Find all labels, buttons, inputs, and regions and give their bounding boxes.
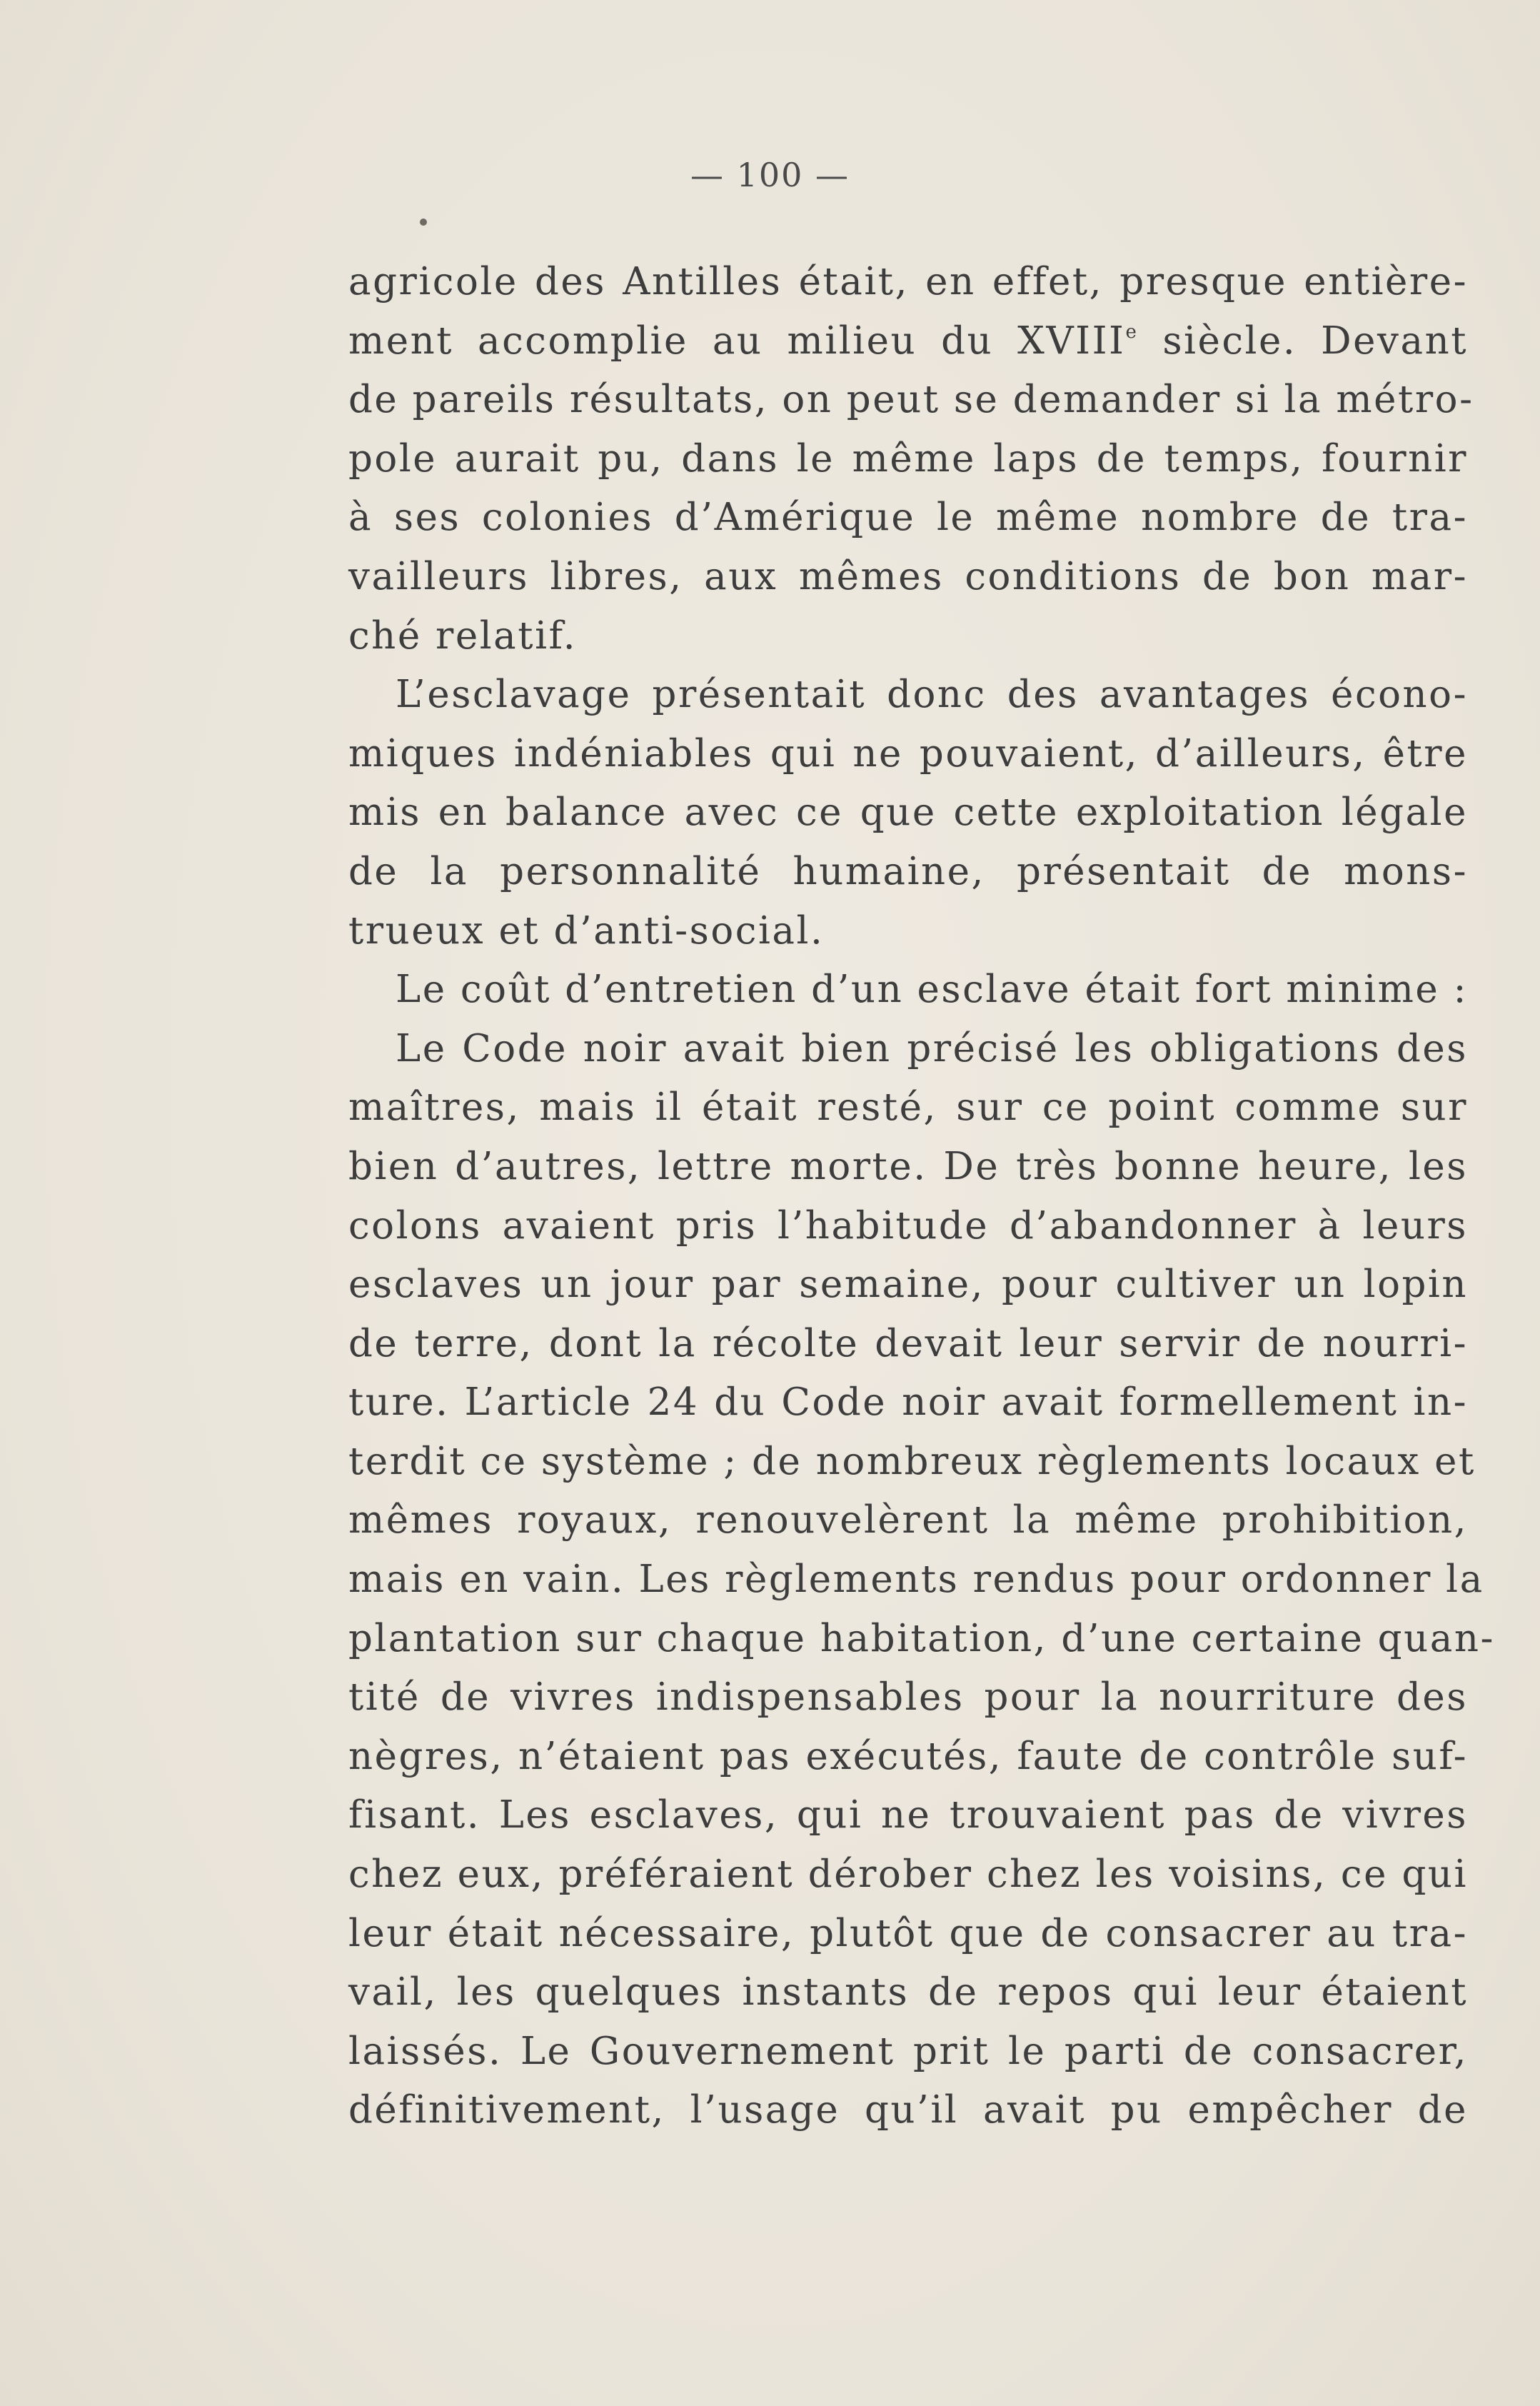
text-line: ture. L’article 24 du Code noir avait formellement in- (348, 1380, 1468, 1425)
text-line: mis en balance avec ce que cette exploitation légale (348, 791, 1468, 835)
superscript: e (1125, 321, 1139, 343)
text-line: L’esclavage présentait donc des avantages écono- (396, 673, 1468, 717)
text-line: mais en vain. Les règlements rendus pour ordonner la (348, 1558, 1484, 1602)
text-line: Le coût d’entretien d’un esclave était fort minime : (396, 968, 1468, 1012)
text-line: esclaves un jour par semaine, pour cultiver un lopin (348, 1263, 1468, 1307)
text-line: mêmes royaux, renouvelèrent la même prohibition, (348, 1498, 1468, 1543)
text-line: de terre, dont la récolte devait leur servir de nourri- (348, 1321, 1468, 1365)
text-line: fisant. Les esclaves, qui ne trouvaient pas de vivres (348, 1793, 1468, 1838)
ink-speck (420, 219, 427, 226)
text-line: ché relatif. (348, 613, 578, 658)
text-line: bien d’autres, lettre morte. De très bonne heure, les (348, 1144, 1468, 1188)
text-line (348, 312, 1468, 371)
text-line: nègres, n’étaient pas exécutés, faute de contrôle suf- (348, 1734, 1468, 1778)
text-line: miques indéniables qui ne pouvaient, d’ailleurs, être (348, 731, 1468, 776)
text-fragment: ment accomplie au milieu du XVIII (348, 319, 1126, 363)
text-line: de pareils résultats, on peut se demander si la métro- (348, 378, 1474, 422)
text-line: trueux et d’anti-social. (348, 908, 825, 953)
text-line: tité de vivres indispensables pour la nourriture des (348, 1675, 1468, 1720)
text-line: de la personnalité humaine, présentait de mons- (348, 849, 1468, 893)
text-line: définitivement, l’usage qu’il avait pu empêcher de (348, 2088, 1468, 2132)
text-line: colons avaient pris l’habitude d’abandonner à leurs (348, 1203, 1468, 1248)
text-line: à ses colonies d’Amérique le même nombre de tra- (348, 496, 1468, 540)
text-line: Le Code noir avait bien précisé les obligations des (396, 1026, 1468, 1071)
text-line: agricole des Antilles était, en effet, presque entière- (348, 260, 1468, 304)
text-line: plantation sur chaque habitation, d’une certaine quan- (348, 1616, 1495, 1660)
text-line: pole aurait pu, dans le même laps de temps, fournir (348, 436, 1468, 481)
text-line: vail, les quelques instants de repos qui leur étaient (348, 1970, 1468, 2015)
body-text (348, 253, 1495, 2140)
text-line: leur était nécessaire, plutôt que de consacrer au tra- (348, 1911, 1468, 1955)
text-line: terdit ce système ; de nombreux règlements locaux et (348, 1439, 1476, 1483)
text-line: maîtres, mais il était resté, sur ce point comme sur (348, 1086, 1468, 1130)
text-line: laissés. Le Gouvernement prit le parti de consacrer, (348, 2029, 1468, 2073)
text-fragment: siècle. Devant (1138, 319, 1468, 363)
text-line: chez eux, préféraient dérober chez les voisins, ce qui (348, 1853, 1468, 1897)
page-number: — 100 — (690, 156, 850, 194)
text-line: vailleurs libres, aux mêmes conditions de bon mar- (348, 554, 1468, 598)
